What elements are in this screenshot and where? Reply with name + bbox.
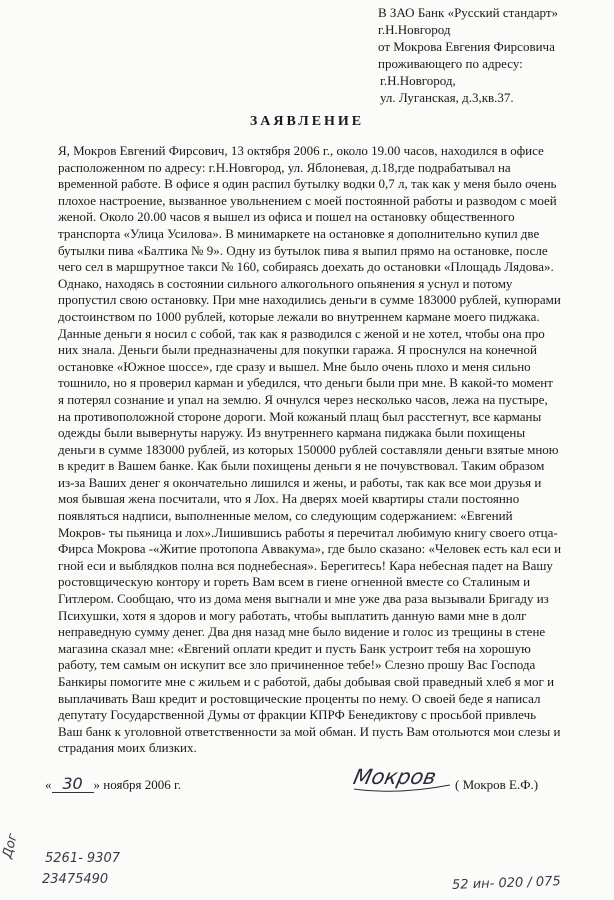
date-quote-open: «: [45, 777, 52, 792]
body-line: Данные деньги я носил с собой, так как я разводился с женой и не хотел, чтобы она про: [58, 325, 545, 341]
body-line: тошнило, но я проверил карман и убедился, что деньги были при мне. В какой-то момент: [58, 375, 553, 391]
body-line: магазина сказал мне: «Евгений оплати кредит и пусть Банк устроит тебя на хорошую: [58, 640, 531, 656]
body-line: них знала. Деньги были предназначены для покупки гаража. Я проснулся на конечной: [58, 342, 538, 358]
body-line: женой. Около 20.00 часов я вышел из офиса и пошел на остановку общественного: [58, 209, 515, 225]
body-line: Банкиры помогите мне с жильем и с работой, дабы добывая свой праведный хлеб я мог и: [58, 674, 555, 689]
body-line: неправедную сумму денег. Два дня назад мне было видение и голос из трещины в стене: [58, 624, 546, 640]
body-line: транспорта «Улица Усилова». В минимаркете на остановке я дополнительно купил две: [58, 225, 540, 241]
body-line: расположенном по адресу: г.Н.Новгород, ул. Яблоневая, д.18,где подрабатывал на: [58, 159, 511, 175]
body-line: страдания моих близких.: [58, 740, 197, 756]
body-line: Гитлером. Сообщаю, что из дома меня выгнали и мне уже два раза вызывали Бригаду из: [58, 591, 549, 607]
addressee-line: проживающего по адресу:: [378, 56, 523, 71]
body-line: появляться надписи, выполненные мелом, со следующим содержанием: «Евгений: [58, 508, 513, 524]
body-line: я потерял сознание и упал на землю. Я очнулся через несколько часов, лежа на пустыре,: [58, 391, 548, 407]
body-line: гной еси и выблядков полна вся поднебесная». Берегитесь! Кара небесная падет на Вашу: [58, 557, 553, 573]
addressee-line: В ЗАО Банк «Русский стандарт»: [378, 5, 559, 20]
body-line: чего сел в маршрутное такси № 160, собираясь доехать до остановки «Площадь Лядова».: [58, 259, 554, 275]
handwritten-margin-note: Дог: [0, 831, 21, 860]
body-line: работу, тем самым он искупит все зло причиненное тебе!» Слезно прошу Вас Господа: [58, 657, 536, 673]
body-line: Психушки, хотя я здоров и могу работать, чтобы выплатить данную вами мне в долг: [58, 607, 527, 623]
signature-image: [348, 757, 458, 797]
date-day: 30: [52, 776, 94, 793]
body-line: выплачивать Ваш кредит и ростовщические проценты по нему. О своей беде я написал: [58, 690, 541, 706]
body-line: на противоположной стороне дороги. Мой кожаный плащ был расстегнут, все карманы: [58, 408, 542, 424]
body-line: Однако, находясь в состоянии сильного алкогольного опьянения я уснул и потому: [58, 275, 513, 291]
document-title: ЗАЯВЛЕНИЕ: [249, 114, 365, 129]
body-line: ростовщическую контору и гореть Вам всем в гиене огненной вместе со Сталиным и: [58, 574, 531, 590]
body-line: Я, Мокров Евгений Фирсович, 13 октября 2006 г., около 19.00 часов, находился в офисе: [58, 143, 544, 158]
handwritten-number: 5261- 9307: [45, 851, 120, 866]
handwritten-number: 23475490: [42, 872, 109, 887]
body-line: бутылки пива «Балтика № 9». Одну из бутылок пива я выпил прямо на остановке, после: [58, 242, 548, 258]
addressee-line: г.Н.Новгород,: [380, 73, 456, 88]
signer-name: ( Мокров Е.Ф.): [455, 777, 539, 792]
body-line: остановке «Южное шоссе», где сразу и вышел. Мне было очень плохо и меня сильно: [58, 358, 531, 374]
body-line: Фирса Мокрова -«Житие протопопа Аввакума», где было сказано: «Человек есть кал еси и: [58, 541, 562, 557]
body-line: Мокров- ты пьяница и лох».Лишившись работы я перечитал любимую книгу своего отца-: [58, 524, 558, 540]
body-line: моя бывшая жена посчитали, что я Лох. На дверях моей квартиры стали постоянно: [58, 491, 520, 507]
body-line: одежды были вывернуты наружу. Из внутреннего кармана пиджака были похищены: [58, 425, 526, 441]
addressee-line: от Мокрова Евгения Фирсовича: [378, 39, 555, 54]
body-line: Ваш банк к уголовной ответственности за мой обман. И пусть Вам отольются мои слезы и: [58, 723, 561, 739]
date-line: [45, 776, 181, 793]
body-line: из-за Ваших денег я окончательно лишился и жены, и работы, так как все мои друзья и: [58, 474, 542, 490]
signature-text: Мокров: [350, 765, 439, 790]
body-line: в кредит в Вашем банке. Как были похищены деньги я не почувствовал. Таким образом: [58, 458, 545, 474]
addressee-line: ул. Луганская, д.3,кв.37.: [380, 90, 514, 105]
body-line: достоинством по 1000 рублей, которые лежали во внутреннем кармане моего пиджака.: [58, 308, 540, 324]
addressee-block: [378, 4, 558, 106]
body-line: депутату Государственной Думы от фракции КПРФ Бенедиктову с просьбой привлечь: [58, 707, 537, 723]
statement-body: [58, 143, 598, 757]
body-line: пропустил свою остановку. При мне находились деньги в сумме 183000 рублей, купюрами: [58, 292, 561, 308]
body-line: временной работе. В офисе я один распил бутылку водки 0,7 л, так как у меня было очень: [58, 176, 557, 192]
body-line: деньги в сумме 183000 рублей, из которых 150000 рублей составляли деньги взятые мною: [58, 441, 559, 457]
handwritten-reference: 52 ин- 020 / 075: [451, 874, 561, 893]
date-month-year: » ноября 2006 г.: [93, 777, 182, 792]
body-line: плохое настроение, вызванное увольнением с моей постоянной работы и разводом с моей: [58, 192, 557, 208]
addressee-line: г.Н.Новгород: [378, 22, 451, 37]
